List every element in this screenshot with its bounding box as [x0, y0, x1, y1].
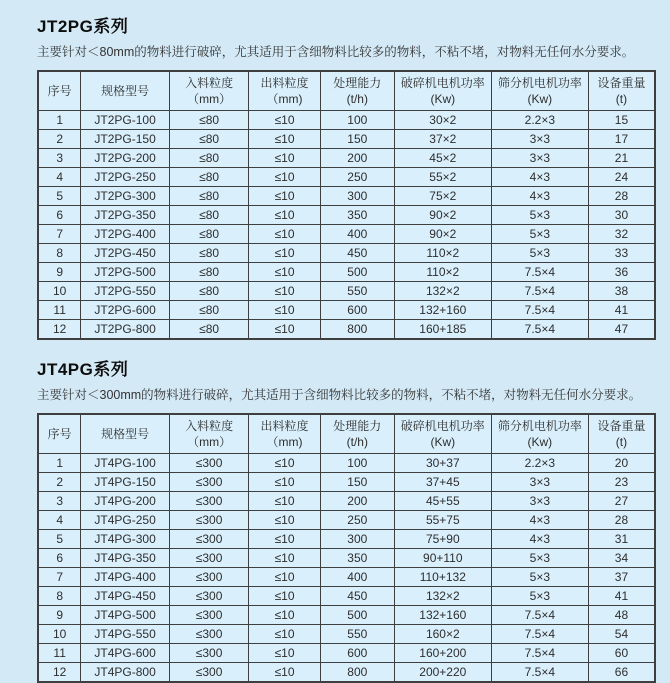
cell: 350	[320, 549, 394, 568]
cell: 132×2	[394, 587, 491, 606]
cell: 24	[588, 168, 655, 187]
table-row	[38, 149, 655, 168]
cell: ≤80	[169, 111, 248, 130]
cell: 9	[38, 263, 81, 282]
cell: 110+132	[394, 568, 491, 587]
cell: JT2PG-600	[81, 301, 170, 320]
cell: JT4PG-550	[81, 625, 170, 644]
cell: ≤10	[249, 606, 321, 625]
cell: 2	[38, 130, 81, 149]
cell: 5×3	[491, 549, 588, 568]
cell: 300	[320, 187, 394, 206]
column-header: 处理能力 (t/h)	[320, 414, 394, 454]
cell: 150	[320, 473, 394, 492]
cell: ≤300	[169, 549, 248, 568]
section-title-jt4pg: JT4PG系列	[37, 360, 129, 379]
cell: 5×3	[491, 225, 588, 244]
cell: 27	[588, 492, 655, 511]
column-header: 规格型号	[81, 71, 170, 111]
table-row	[38, 511, 655, 530]
cell: 7.5×4	[491, 263, 588, 282]
table-row	[38, 549, 655, 568]
cell: ≤10	[249, 301, 321, 320]
column-header: 筛分机电机功率 (Kw)	[491, 414, 588, 454]
cell: 300	[320, 530, 394, 549]
cell: 1	[38, 111, 81, 130]
cell: 20	[588, 454, 655, 473]
cell: 4×3	[491, 511, 588, 530]
cell: ≤10	[249, 244, 321, 263]
cell: JT4PG-500	[81, 606, 170, 625]
table-row	[38, 130, 655, 149]
cell: ≤10	[249, 492, 321, 511]
cell: 21	[588, 149, 655, 168]
section-description-jt2pg: 主要针对＜80mm的物料进行破碎，尤其适用于含细物料比较多的物料，不粘不堵，对物料无任何水分要求。	[37, 45, 635, 59]
cell: 200+220	[394, 663, 491, 683]
section-title-jt2pg: JT2PG系列	[37, 17, 129, 36]
cell: 54	[588, 625, 655, 644]
cell: ≤300	[169, 625, 248, 644]
table-row	[38, 301, 655, 320]
cell: ≤10	[249, 587, 321, 606]
table-row	[38, 454, 655, 473]
cell: 132+160	[394, 606, 491, 625]
cell: 55×2	[394, 168, 491, 187]
cell: 10	[38, 625, 81, 644]
cell: 3×3	[491, 473, 588, 492]
cell: 200	[320, 492, 394, 511]
cell: 90×2	[394, 225, 491, 244]
cell: ≤80	[169, 282, 248, 301]
cell: 450	[320, 244, 394, 263]
cell: 6	[38, 206, 81, 225]
column-header: 入料粒度 （mm）	[169, 71, 248, 111]
cell: 47	[588, 320, 655, 340]
cell: ≤10	[249, 644, 321, 663]
cell: ≤10	[249, 282, 321, 301]
cell: JT2PG-350	[81, 206, 170, 225]
cell: 32	[588, 225, 655, 244]
cell: ≤10	[249, 206, 321, 225]
cell: 7	[38, 568, 81, 587]
table-row	[38, 492, 655, 511]
cell: JT4PG-400	[81, 568, 170, 587]
cell: 55+75	[394, 511, 491, 530]
cell: 2.2×3	[491, 454, 588, 473]
cell: ≤300	[169, 511, 248, 530]
cell: ≤80	[169, 225, 248, 244]
table-row	[38, 530, 655, 549]
cell: 600	[320, 644, 394, 663]
table-row	[38, 587, 655, 606]
table-row	[38, 320, 655, 340]
spec-table-jt2pg	[37, 70, 656, 340]
cell: ≤10	[249, 149, 321, 168]
cell: 30	[588, 206, 655, 225]
section-jt4pg	[37, 355, 656, 683]
cell: 7.5×4	[491, 625, 588, 644]
cell: JT4PG-800	[81, 663, 170, 683]
cell: 7.5×4	[491, 663, 588, 683]
cell: 3	[38, 149, 81, 168]
cell: ≤80	[169, 320, 248, 340]
cell: 8	[38, 244, 81, 263]
cell: ≤80	[169, 301, 248, 320]
table-row	[38, 568, 655, 587]
cell: 9	[38, 606, 81, 625]
cell: ≤10	[249, 454, 321, 473]
cell: 250	[320, 168, 394, 187]
cell: 110×2	[394, 263, 491, 282]
cell: ≤300	[169, 587, 248, 606]
cell: ≤80	[169, 130, 248, 149]
cell: 160+200	[394, 644, 491, 663]
cell: JT4PG-250	[81, 511, 170, 530]
cell: 30+37	[394, 454, 491, 473]
cell: ≤10	[249, 320, 321, 340]
table-row	[38, 282, 655, 301]
cell: 400	[320, 568, 394, 587]
column-header: 序号	[38, 414, 81, 454]
cell: 550	[320, 625, 394, 644]
cell: 800	[320, 320, 394, 340]
cell: 160+185	[394, 320, 491, 340]
table-row	[38, 663, 655, 683]
table-row	[38, 606, 655, 625]
column-header: 序号	[38, 71, 81, 111]
cell: JT2PG-100	[81, 111, 170, 130]
cell: ≤10	[249, 130, 321, 149]
cell: ≤10	[249, 473, 321, 492]
cell: JT4PG-150	[81, 473, 170, 492]
cell: JT2PG-200	[81, 149, 170, 168]
column-header: 设备重量 (t)	[588, 414, 655, 454]
cell: ≤10	[249, 111, 321, 130]
cell: ≤300	[169, 644, 248, 663]
cell: 2	[38, 473, 81, 492]
cell: 37	[588, 568, 655, 587]
cell: ≤10	[249, 187, 321, 206]
cell: 6	[38, 549, 81, 568]
table-row	[38, 187, 655, 206]
cell: ≤80	[169, 263, 248, 282]
cell: 2.2×3	[491, 111, 588, 130]
table-row	[38, 473, 655, 492]
cell: 8	[38, 587, 81, 606]
cell: ≤10	[249, 225, 321, 244]
cell: 30×2	[394, 111, 491, 130]
cell: 11	[38, 301, 81, 320]
cell: 31	[588, 530, 655, 549]
cell: 75+90	[394, 530, 491, 549]
cell: JT4PG-600	[81, 644, 170, 663]
cell: 12	[38, 320, 81, 340]
cell: ≤10	[249, 530, 321, 549]
column-header: 设备重量 (t)	[588, 71, 655, 111]
cell: 5×3	[491, 206, 588, 225]
cell: 3×3	[491, 492, 588, 511]
cell: 12	[38, 663, 81, 683]
cell: JT2PG-450	[81, 244, 170, 263]
column-header: 处理能力 (t/h)	[320, 71, 394, 111]
cell: 5×3	[491, 587, 588, 606]
cell: 350	[320, 206, 394, 225]
cell: 17	[588, 130, 655, 149]
table-row	[38, 263, 655, 282]
cell: 3	[38, 492, 81, 511]
cell: 28	[588, 511, 655, 530]
cell: ≤10	[249, 663, 321, 683]
cell: 7.5×4	[491, 282, 588, 301]
table-row	[38, 168, 655, 187]
cell: JT2PG-250	[81, 168, 170, 187]
cell: JT2PG-300	[81, 187, 170, 206]
table-row	[38, 225, 655, 244]
cell: 150	[320, 130, 394, 149]
column-header: 出料粒度 （mm)	[249, 414, 321, 454]
cell: 11	[38, 644, 81, 663]
spec-table-jt4pg	[37, 413, 656, 683]
cell: ≤80	[169, 187, 248, 206]
cell: 4×3	[491, 530, 588, 549]
table-row	[38, 644, 655, 663]
cell: 37+45	[394, 473, 491, 492]
cell: 45+55	[394, 492, 491, 511]
cell: 500	[320, 606, 394, 625]
cell: 41	[588, 301, 655, 320]
column-header: 破碎机电机功率 (Kw)	[394, 71, 491, 111]
cell: 5×3	[491, 244, 588, 263]
cell: 160×2	[394, 625, 491, 644]
cell: 4	[38, 511, 81, 530]
cell: ≤300	[169, 568, 248, 587]
cell: 75×2	[394, 187, 491, 206]
cell: ≤80	[169, 206, 248, 225]
cell: 3×3	[491, 130, 588, 149]
cell: ≤10	[249, 263, 321, 282]
cell: ≤300	[169, 606, 248, 625]
cell: ≤300	[169, 473, 248, 492]
cell: 450	[320, 587, 394, 606]
cell: 5	[38, 187, 81, 206]
cell: JT4PG-450	[81, 587, 170, 606]
cell: 250	[320, 511, 394, 530]
column-header: 筛分机电机功率 (Kw)	[491, 71, 588, 111]
column-header: 入料粒度 （mm）	[169, 414, 248, 454]
cell: JT4PG-300	[81, 530, 170, 549]
table-row	[38, 244, 655, 263]
header-row	[38, 71, 655, 111]
cell: JT4PG-100	[81, 454, 170, 473]
section-jt2pg	[37, 12, 656, 340]
cell: 100	[320, 454, 394, 473]
cell: 4×3	[491, 187, 588, 206]
cell: ≤10	[249, 511, 321, 530]
cell: 28	[588, 187, 655, 206]
table-row	[38, 111, 655, 130]
cell: 400	[320, 225, 394, 244]
cell: 3×3	[491, 149, 588, 168]
cell: 37×2	[394, 130, 491, 149]
cell: 90+110	[394, 549, 491, 568]
cell: 34	[588, 549, 655, 568]
cell: JT4PG-200	[81, 492, 170, 511]
cell: ≤300	[169, 530, 248, 549]
table-row	[38, 625, 655, 644]
cell: 7.5×4	[491, 644, 588, 663]
cell: 132×2	[394, 282, 491, 301]
cell: 100	[320, 111, 394, 130]
cell: 800	[320, 663, 394, 683]
cell: 23	[588, 473, 655, 492]
cell: 7.5×4	[491, 606, 588, 625]
cell: ≤300	[169, 663, 248, 683]
column-header: 破碎机电机功率 (Kw)	[394, 414, 491, 454]
cell: 5	[38, 530, 81, 549]
cell: 600	[320, 301, 394, 320]
cell: JT2PG-500	[81, 263, 170, 282]
cell: ≤300	[169, 492, 248, 511]
cell: 45×2	[394, 149, 491, 168]
cell: ≤10	[249, 625, 321, 644]
cell: 4×3	[491, 168, 588, 187]
cell: 7.5×4	[491, 301, 588, 320]
cell: JT2PG-400	[81, 225, 170, 244]
cell: 90×2	[394, 206, 491, 225]
cell: 200	[320, 149, 394, 168]
cell: 1	[38, 454, 81, 473]
cell: 36	[588, 263, 655, 282]
cell: 41	[588, 587, 655, 606]
cell: 5×3	[491, 568, 588, 587]
cell: 33	[588, 244, 655, 263]
cell: 4	[38, 168, 81, 187]
cell: 500	[320, 263, 394, 282]
cell: JT2PG-150	[81, 130, 170, 149]
cell: ≤10	[249, 549, 321, 568]
cell: ≤10	[249, 568, 321, 587]
cell: 132+160	[394, 301, 491, 320]
cell: 66	[588, 663, 655, 683]
cell: ≤80	[169, 149, 248, 168]
cell: JT4PG-350	[81, 549, 170, 568]
cell: 10	[38, 282, 81, 301]
cell: 7.5×4	[491, 320, 588, 340]
table-row	[38, 206, 655, 225]
cell: JT2PG-800	[81, 320, 170, 340]
cell: 48	[588, 606, 655, 625]
cell: 7	[38, 225, 81, 244]
cell: 550	[320, 282, 394, 301]
cell: ≤10	[249, 168, 321, 187]
column-header: 规格型号	[81, 414, 170, 454]
cell: 110×2	[394, 244, 491, 263]
cell: ≤80	[169, 168, 248, 187]
cell: ≤300	[169, 454, 248, 473]
cell: JT2PG-550	[81, 282, 170, 301]
cell: 60	[588, 644, 655, 663]
column-header: 出料粒度 （mm)	[249, 71, 321, 111]
cell: ≤80	[169, 244, 248, 263]
cell: 38	[588, 282, 655, 301]
header-row	[38, 414, 655, 454]
cell: 15	[588, 111, 655, 130]
section-description-jt4pg: 主要针对＜300mm的物料进行破碎，尤其适用于含细物料比较多的物料，不粘不堵，对物料无任何水分要求。	[37, 388, 642, 402]
